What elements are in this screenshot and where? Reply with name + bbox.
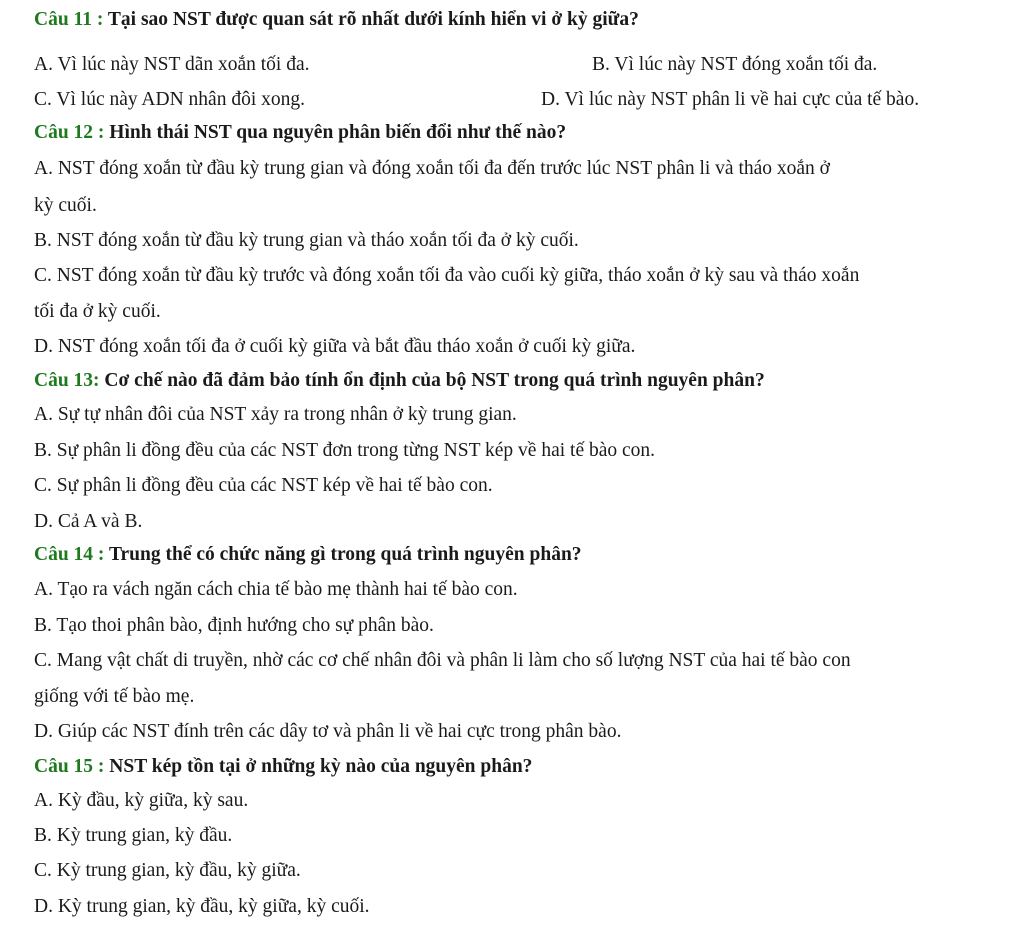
option-line: A. Tạo ra vách ngăn cách chia tế bào mẹ thành hai tế bào con. [34, 579, 518, 600]
question-number: Câu 14 : [34, 544, 105, 565]
question-text: NST kép tồn tại ở những kỳ nào của nguyên phân? [109, 756, 533, 777]
question-13-heading [34, 369, 765, 393]
option-a: A. Vì lúc này NST dãn xoắn tối đa. [34, 54, 310, 75]
question-number: Câu 15 : [34, 756, 105, 777]
option-line: D. Kỳ trung gian, kỳ đầu, kỳ giữa, kỳ cuối. [34, 896, 370, 917]
question-14-heading [34, 543, 582, 567]
option-line: tối đa ở kỳ cuối. [34, 301, 161, 322]
option-line: giống với tế bào mẹ. [34, 686, 195, 707]
option-line: D. NST đóng xoắn tối đa ở cuối kỳ giữa và bắt đầu tháo xoắn ở cuối kỳ giữa. [34, 336, 636, 357]
question-text: Cơ chế nào đã đảm bảo tính ổn định của bộ NST trong quá trình nguyên phân? [104, 370, 765, 391]
option-line: A. Sự tự nhân đôi của NST xảy ra trong nhân ở kỳ trung gian. [34, 404, 517, 425]
question-12-heading [34, 121, 566, 145]
option-c: C. Vì lúc này ADN nhân đôi xong. [34, 89, 306, 110]
option-line: C. NST đóng xoắn từ đầu kỳ trước và đóng xoắn tối đa vào cuối kỳ giữa, tháo xoắn ở kỳ sau và tháo xoắn [34, 265, 860, 286]
option-line: C. Mang vật chất di truyền, nhờ các cơ chế nhân đôi và phân li làm cho số lượng NST của hai tế bào con [34, 650, 851, 671]
option-line: A. NST đóng xoắn từ đầu kỳ trung gian và đóng xoắn tối đa đến trước lúc NST phân li và tháo xoắn ở [34, 158, 830, 179]
question-number: Câu 13: [34, 370, 100, 391]
question-11-heading [34, 8, 639, 32]
option-b: B. Vì lúc này NST đóng xoắn tối đa. [592, 54, 878, 75]
question-number: Câu 11 : [34, 9, 104, 30]
option-line: C. Sự phân li đồng đều của các NST kép về hai tế bào con. [34, 475, 493, 496]
option-d: D. Vì lúc này NST phân li về hai cực của tế bào. [541, 89, 920, 110]
option-line: B. Tạo thoi phân bào, định hướng cho sự phân bào. [34, 615, 434, 636]
option-line: C. Kỳ trung gian, kỳ đầu, kỳ giữa. [34, 860, 301, 881]
question-text: Hình thái NST qua nguyên phân biến đổi như thế nào? [109, 122, 567, 143]
option-line: B. NST đóng xoắn từ đầu kỳ trung gian và tháo xoắn tối đa ở kỳ cuối. [34, 230, 579, 251]
option-line: A. Kỳ đầu, kỳ giữa, kỳ sau. [34, 790, 249, 811]
question-number: Câu 12 : [34, 122, 105, 143]
question-text: Tại sao NST được quan sát rõ nhất dưới kính hiển vi ở kỳ giữa? [107, 9, 639, 30]
option-line: B. Sự phân li đồng đều của các NST đơn trong từng NST kép về hai tế bào con. [34, 440, 656, 461]
question-15-heading [34, 755, 532, 779]
option-line: kỳ cuối. [34, 195, 97, 216]
question-text: Trung thể có chức năng gì trong quá trình nguyên phân? [108, 544, 582, 565]
option-line: D. Giúp các NST đính trên các dây tơ và phân li về hai cực trong phân bào. [34, 721, 622, 742]
option-line: B. Kỳ trung gian, kỳ đầu. [34, 825, 233, 846]
option-line: D. Cả A và B. [34, 511, 143, 532]
